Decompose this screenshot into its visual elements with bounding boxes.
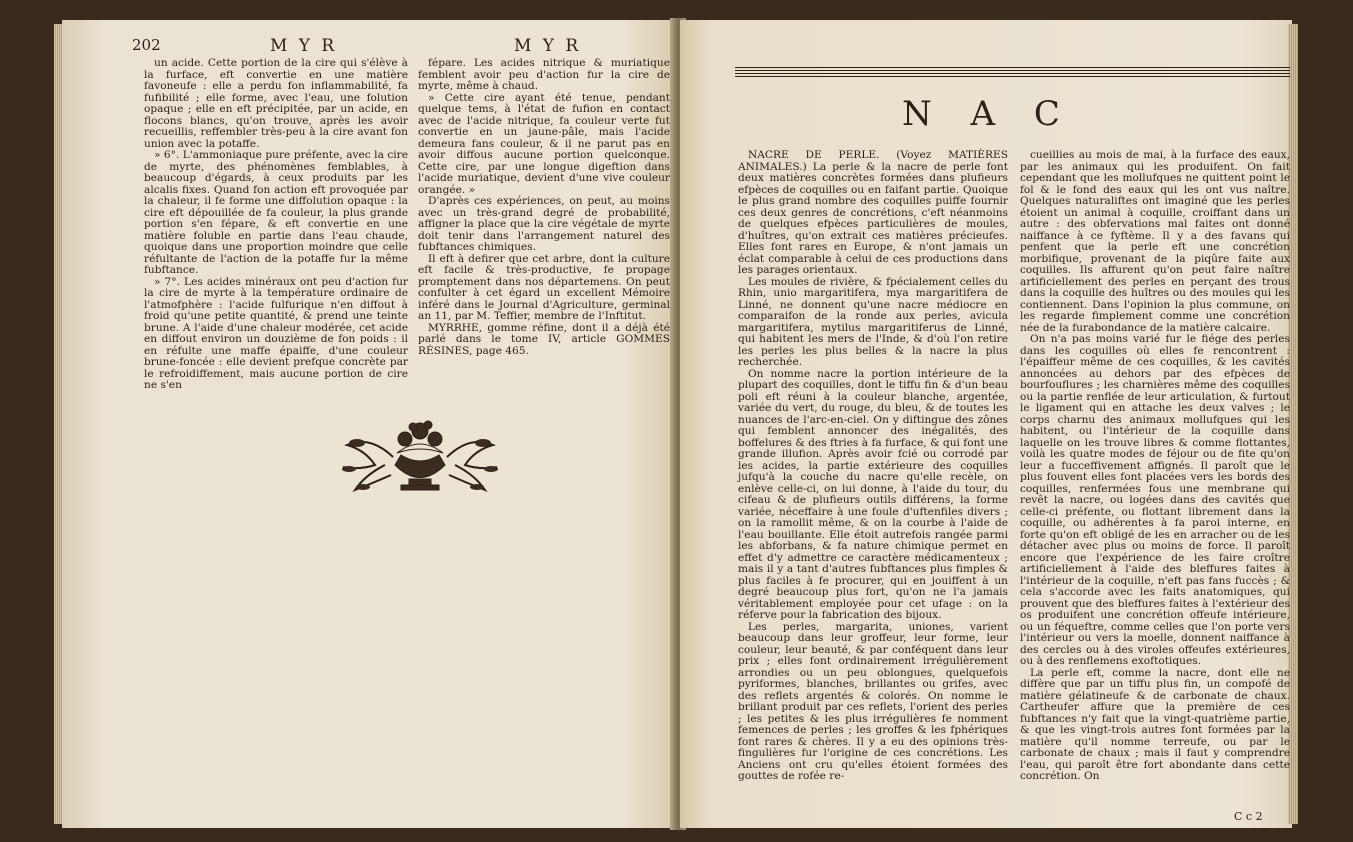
right-column-1 <box>738 150 1008 806</box>
paragraph: Il eft à defirer que cet arbre, dont la culture eft facile & très-productive, fe propage promptement dans nos départemens. On peut confulter à cet égard un excellent Mémoire inféré dans le Journal d'Agriculture, germinal an 11, par M. Teffier, membre de l'Inftitut. <box>418 252 670 322</box>
paragraph: » 7°. Les acides minéraux ont peu d'action fur la cire de myrte à la température ordinaire de l'atmofphère : l'acide fulfurique n'en diffout à froid qu'une petite quantité, & prend une teinte brune. A l'aide d'une chaleur modérée, cet acide en diffout environ un douzième de fon poids : il en réfulte une maffe épaiffe, d'une couleur brune-foncée : elle devient prefque concrète par le refroidiffement, mais aucune portion de cire ne s'en <box>144 275 408 391</box>
paragraph: MYRRHE, gomme réfine, dont il a déjà été parlé dans le tome IV, article GOMMES RÉSINES, page 465. <box>418 321 670 357</box>
left-column-1 <box>144 57 408 391</box>
paragraph: On n'a pas moins varié fur le fiége des perles dans les coquilles où elles fe rencontrent : l'épaiffeur même de ces coquilles, & les cavités annoncées au dehors par des efpèces de bourfouflures ; les charnières même des coquilles ou la partie renflée de leur articulation, & furtout le ligament qui en attache les deux valves ; le corps charnu des animaux mollufques qui les habitent, ou l'intérieur de la coquille dans laquelle on les trouve libres & comme flottantes, voilà les quatre modes de féjour ou de fite qu'on leur a fucceffivement affignés. Il paroît que le plus fouvent elles font placées vers les bords des coquilles, renfermées fous une membrane qui revêt la nacre, ou logées dans des cavités que celle-ci préfente, ou flottant librement dans la coquille, ou adhérentes à fa paroi interne, en forte qu'on eft obligé de les en arracher ou de les détacher avec plus ou moins de force. Il paroît encore que l'expérience de les faire croître artificiellement à l'aide des bleffures faites à l'intérieur de la coquille, n'eft pas fans fuccès ; & cela s'accorde avec les faits anatomiques, qui prouvent que des bleffures faites à l'extérieur des os produifent une concrétion offeufe intérieure, ou un féqueftre, comme celles que l'on porte vers l'intérieur ou vers la moelle, donnent naiffance à des cercles ou à des viroles offeufes extérieures, ou à des renflemens exoftotiques. <box>1020 333 1290 667</box>
running-head-right: M Y R <box>514 36 582 56</box>
section-heading: N A C <box>902 94 1074 134</box>
right-column-2 <box>1020 150 1290 806</box>
left-column-2 <box>418 57 670 357</box>
paragraph: NACRE DE PERLE. (Voyez MATIÈRES ANIMALES.) La perle & la nacre de perle font deux matières concrètes formées dans plufieurs efpèces de coquilles ou en faifant partie. Quoique le plus grand nombre des coquilles puiffe fournir ces deux genres de concrétions, c'eft néanmoins de quelques efpèces particulières de moules, d'huîtres, qu'on extrait ces matières précieufes. Elles font rares en Europe, & n'ont jamais un éclat comparable à celui de ces productions dans les parages orientaux. <box>738 149 1008 276</box>
paragraph: cueillies au mois de mai, à la furface des eaux, par les animaux qui les produifent. On fait cependant que les mollufques ne quittent point le fol & le fond des eaux qui les ont vus naître. Quelques naturaliftes ont imaginé que les perles étoient un animal à coquille, croiffant dans un autre : des obfervations mal faites ont donné naiffance à ce fyftème. Il y a des favans qui penfent que la perle eft une concrétion morbifique, provenant de la piqûre faite aux coquilles. Ils affurent qu'on peut faire naître artificiellement des perles en perçant des trous dans la coquille des huîtres ou des moules qui les contiennent. Dans l'opinion la plus commune, on les regarde fimplement comme une concrétion née de la furabondance de la matière calcaire. <box>1020 149 1290 334</box>
header-rule <box>735 67 1290 77</box>
paragraph: un acide. Cette portion de la cire qui s'élève à la furface, eft convertie en une matière favoneufe : elle a perdu fon inflammabilité, fa fufibilité ; elle forme, avec l'eau, une folution opaque ; elle en eft précipitée, par un acide, en flocons blancs, qu'on trouve, après les avoir recueillis, reffembler très-peu à la cire avant fon union avec la potaffe. <box>144 57 408 150</box>
paragraph: fépare. Les acides nitrique & muriatique femblent avoir peu d'action fur la cire de myrte, même à chaud. <box>418 57 670 92</box>
paragraph: Les moules de rivière, & fpécialement celles du Rhin, unio margaritifera, mya margaritifera de Linné, ne donnent qu'une nacre médiocre en comparaifon de la ronde aux perles, avicula margaritifera, mytilus margaritiferus de Linné, qui habitent les mers de l'Inde, & d'où l'on retire les perles les plus belles & la nacre la plus recherchée. <box>738 275 1008 368</box>
page-number: 202 <box>132 36 161 54</box>
paragraph: Les perles, margarita, uniones, varient beaucoup dans leur groffeur, leur forme, leur couleur, leur beauté, & par conféquent dans leur prix ; elles font ordinairement irrégulièrement arrondies ou un peu oblongues, quelquefois pyriformes, blanches, brillantes ou grifes, avec des reflets argentés & colorés. On nomme le brillant produit par ces reflets, l'orient des perles ; les petites & les plus irrégulières fe nomment femences de perles ; les groffes & les fphériques font rares & chères. Il y a eu des opinions très-fingulières fur l'origine de ces concrétions. Les Anciens ont cru qu'elles étoient formées des gouttes de rofée re- <box>738 620 1008 782</box>
paragraph: » Cette cire ayant été tenue, pendant quelque tems, à l'état de fufion en contact avec de l'acide nitrique, fa couleur verte fut convertie en un jaune-pâle, mais l'acide demeura fans couleur, & il ne parut pas en avoir diffous aucune portion quelconque. Cette cire, par une longue digeftion dans l'acide muriatique, devient d'une vive couleur orangée. » <box>418 91 670 196</box>
signature-mark: C c 2 <box>1234 810 1263 823</box>
vase-ornament-icon <box>335 395 505 503</box>
paragraph: D'après ces expériences, on peut, au moins avec un très-grand degré de probabilité, affigner la place que la cire végétale de myrte doit tenir dans l'arrangement naturel des fubftances chimiques. <box>418 195 670 253</box>
running-head-left: M Y R <box>270 36 338 56</box>
paragraph: » 6°. L'ammoniaque pure préfente, avec la cire de myrte, des phénomènes femblables, à beaucoup d'égards, à ceux produits par les alcalis fixes. Quand fon action eft provoquée par la chaleur, il fe forme une diffolution opaque : la cire eft dépouillée de fa couleur, la plus grande portion s'en fépare, & eft convertie en une matière foluble en partie dans l'eau chaude, quoique dans une proportion moindre que celle réfultante de l'action de la potaffe fur la même fubftance. <box>144 149 408 276</box>
paragraph: La perle eft, comme la nacre, dont elle ne diffère que par un tiffu plus fin, un compofé de matière gélatineufe & de carbonate de chaux. Cartheufer affure que la première de ces fubftances n'y fait que la vingt-quatrième partie, & que les vingt-trois autres font formées par la matière qu'il nomme terreufe, ou par le carbonate de chaux ; mais il faut y comprendre l'eau, qui paroît être fort abondante dans cette concrétion. On <box>1020 666 1290 782</box>
paragraph: On nomme nacre la portion intérieure de la plupart des coquilles, dont le tiffu fin & d'un beau poli eft réuni à la couleur blanche, argentée, variée du vert, du rouge, du bleu, & de toutes les nuances de l'arc-en-ciel. On y diftingue des zônes qui femblent annoncer des inégalités, des boffelures & des ftries à fa furface, & qui font une grande illufion. Après avoir fcié ou corrodé par les acides, la partie extérieure des coquilles jufqu'à la couche du nacre qu'elle recèle, on enlève celle-ci, on lui donne, à l'aide du tour, du cifeau & de plufieurs outils différens, la forme variée, néceffaire à une foule d'uftenfiles divers ; on la ramollit même, & on la courbe à l'aide de l'eau bouillante. Elle étoit autrefois rangée parmi les abforbans, & fa nature chimique permet en effet d'y admettre ce caractère médicamenteux ; mais il y a tant d'autres fubftances plus fimples & plus faciles à fe procurer, qui en jouiffent à un degré beaucoup plus fort, qu'on ne l'a jamais véritablement employée pour cet ufage : on la réferve pour la fabrication des bijoux. <box>738 367 1008 621</box>
